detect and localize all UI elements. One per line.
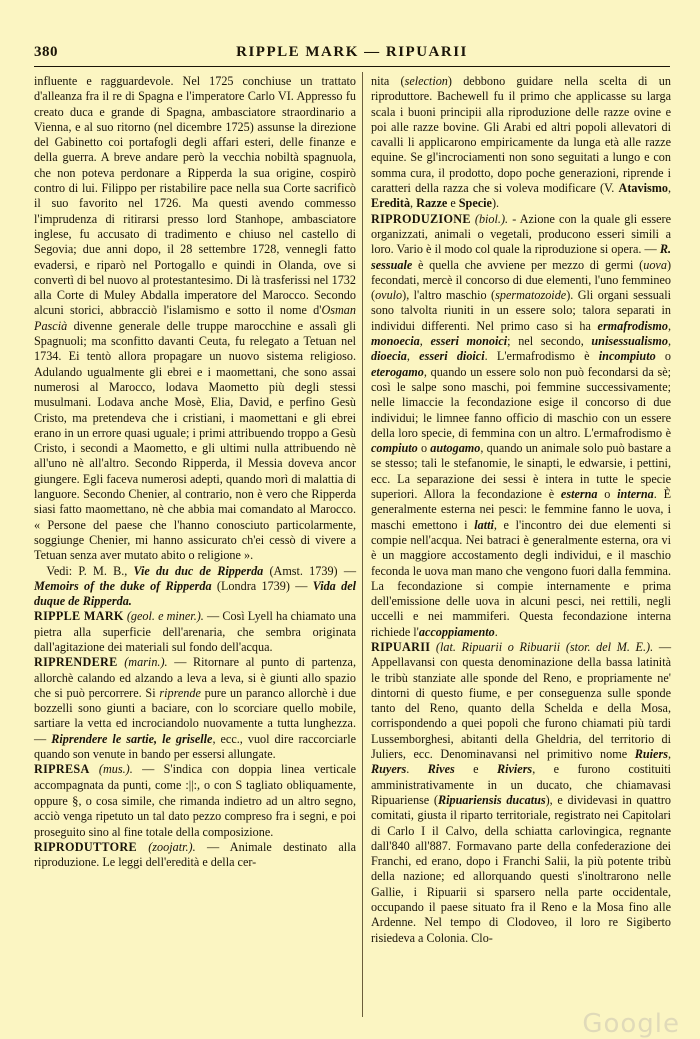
- entry-riproduzione: RIPRODUZIONE (biol.). - Azione con la quale gli essere organizzati, animali o vegetali, producono esseri simili a loro. Vario è il modo col quale la riproduzione si opera. — R. sessuale è quella che avviene per mezzo di germi (uova) fecondati, mercè il concorso di due elementi, l'uno femmineo (ovulo), l'altro maschio (spermatozoide). Gli organi sessuali sono talvolta riuniti in un essere solo; talora separati in individui differenti. Nel primo caso si ha ermafrodismo, monoecia, esseri monoici; nel secondo, unisessualismo, dioecia, esseri dioici. L'ermafrodismo è incompiuto o eterogamo, quando un essere solo non può fecondarsi da sè; così le salpe sono maschi, poi femmine successivamente; nelle limaccie la fecondazione esige il concorso di due individui; le limnee fanno officio di maschio con un essere della loro specie, di femmina con un altro. L'ermafrodismo è compiuto o autogamo, quando un animale solo può bastare a se stesso; tali le stefanomie, le sinapti, le edwarsie, i pettini, ecc. La separazione dei sessi è intera in tutte le specie superiori. Allora la fecondazione è esterna o interna. È generalmente esterna nei pesci: le femmine fanno le uova, i maschi emettono i latti, e l'incontro dei due elementi si compie nell'acqua. Nei batraci è generalmente esterna, ora vi è un maggiore accostamento degli individui, e il maschio feconda le uova man mano che vengono fuori dalla femmina. La fecondazione si compie internamente e prima dell'emissione delle uova in alcuni pesci, nei rettili, negli uccelli e nei mammiferi. Questa fecondazione interna richiede l'accoppiamento.: [371, 211, 672, 639]
- page-number: 380: [34, 44, 58, 60]
- ripperda-continuation: influente e ragguardevole. Nel 1725 conchiuse un trattato d'alleanza fra il re di Spagna e l'imperatore Carlo VI. Appresso fu creato duca e grande di Spagna, ambasciatore straordinario a Vienna, e al suo ritorno (nel dicembre 1725) assunse la direzione del Gabinetto coi portafogli degli affari esteri, delle finanze e della guerra. A breve andare però la vecchia nobiltà spagnuola, che non poteva perdonare a Ripperda la sua origine, cospirò contro di lui. Filippo per ristabilire pace nella sua Corte sacrificò il suo favorito nel 1726. Ma questi avendo commesso l'imprudenza di ritirarsi presso lord Stanhope, ambasciatore inglese, fu accusato di tradimento e chiuso nel castello di Segovia; due anni dopo, il 28 settembre 1728, vennegli fatto evadersi, e riparò nel Portogallo e quindi in Olanda, ove si convertì di bel nuovo al protestantesimo. Di là trasferissi nel 1732 alla Corte di Muley Abdalla imperatore del Marocco. Secondo alcuni storici, abbracciò l'islamismo e sotto il nome d'Osman Pascià divenne generale delle truppe marocchine e assalì gli Spagnuoli; ma sconfitto davanti Ceuta, fu relegato a Tetuan nel 1734. Ei tentò allora propagare un nuovo sistema religioso. Adulando ugualmente gli ebrei e i maomettani, che sono assai numerosi al Marocco, lodava Maometto più degli stessi musulmani. Lodava anche Mosè, Elia, David, e perfino Gesù Cristo, ma pretendeva che i cristiani, i maomettani e gli ebrei erano in un errore quasi uguale; i primi attribuendo troppo a Gesù Cristo, i secondi a Maometto, e gli ultimi nulla attribuendo nè all'uno nè all'altro. Secondo Ripperda, il Messia doveva ancor giungere. Egli faceva numerosi adepti, quando morì di malattia di languore. Secondo Chenier, al contrario, non è vero che Ripperda siasi fatto maomettano, nè che abbia mai comandato al Marocco. « Persone del paese che l'hanno conosciuto particolarmente, soggiunge Chenier, mi hanno assicurato ch'ei cessò di vivere a Tetuan senza aver mutato abito o religione ».: [34, 74, 356, 563]
- left-column: [34, 74, 356, 870]
- header-rule: [34, 66, 670, 67]
- riproduttore-continuation: nita (selection) debbono guidare nella scelta di un riproduttore. Bachewell fu il primo che applicasse su larga scala i buoni principii alla riproduzione delle razze ovine e poi alle razze bovine. Gli Arabi ed altri popoli allevatori di cavalli li applicarono empiricamente da lunga età alle razze equine. Se gl'incrociamenti non sono seguitati a lungo e con somma cura, il prodotto, dopo poche generazioni, riprende i caratteri della razza che si voleva modificare (V. Atavismo, Eredità, Razze e Specie).: [371, 74, 671, 211]
- headword: RIPRENDERE: [34, 655, 118, 670]
- column-divider: [362, 72, 363, 1017]
- headword: RIPPLE MARK: [34, 609, 124, 624]
- entry-riprendere: RIPRENDERE (marin.). — Ritornare al punto di partenza, allorchè calando ed alzando a leva a leva, si è giunti allo spazio che si può percorrere. Si riprende pure un paranco allorchè i due bozzelli sono giunti a baciare, con lo scorciare quello mobile, sartiare la vetta ed incrociandolo nuovamente a tutta lunghezza. — Riprendere le sartie, le griselle, ecc., vuol dire raccorciarle quando son venute in bando per essersi allungate.: [34, 655, 357, 762]
- ripperda-references: Vedi: P. M. B., Vie du duc de Ripperda (Amst. 1739) — Memoirs of the duke of Ripperda (Londra 1739) — Vida del duque de Ripperda.: [34, 563, 357, 609]
- entry-riproduttore: RIPRODUTTORE (zoojatr.). — Animale destinato alla riproduzione. Le leggi dell'eredità e della cer-: [34, 839, 356, 870]
- headword: RIPRODUTTORE: [34, 839, 137, 854]
- page-header: [34, 44, 670, 68]
- right-column: [371, 74, 671, 946]
- entry-ripuarii: RIPUARII (lat. Ripuarii o Ribuarii (stor. del M. E.). — Appellavansi con questa denominazione della bassa latinità le tribù stanziate alle sponde del Reno, e propriamente ne' dintorni di questo fiume, e per conseguenza sulle sponde tanto del Reno, quanto della Schelda e della Mosa, corrispondendo a quei popoli che furono chiamati più tardi Lussemborghesi, abitanti della Gheldria, del territorio di Juliers, ecc. Denominavansi nel primitivo nome Ruiers, Ruyers. Rives e Riviers, e furono costituiti amministrativamente in un ducato, che chiamavasi Ripuariense (Ripuariensis ducatus), e dividevasi in quattro comitati, giusta il riparto territoriale, registrato nei Capitolari di Carlo I il Calvo, della schiatta carlovingica, regnante dall'840 all'887. Formavano parte della confederazione dei Franchi, ed erano, dopo i Franchi Salii, la più potente tribù della nazione; ed allorquando questi s'inoltrarono nelle Gallie, i Ripuarii si sparsero nella parte occidentale, occupando il paese situato fra il Reno e la Mosa fino alle Ardenne. Nel tempo di Clodoveo, il loro re Sigiberto risiedeva a Colonia. Clo-: [371, 639, 672, 945]
- headword: RIPUARII: [371, 639, 431, 654]
- headword: RIPRESA: [34, 762, 90, 777]
- entry-ripple-mark: RIPPLE MARK (geol. e miner.). — Così Lyell ha chiamato una pietra alla superficie dell'arenaria, che sembra originata dall'agitazione dei materiali sul fondo dell'acqua.: [34, 609, 357, 654]
- scan-watermark: Google: [582, 1009, 680, 1039]
- running-title: RIPPLE MARK — RIPUARII: [236, 44, 468, 60]
- section-sign-symbol: §: [72, 792, 79, 808]
- headword: RIPRODUZIONE: [371, 211, 471, 226]
- entry-ripresa: RIPRESA (mus.). — S'indica con doppia linea verticale accompagnata da punti, come :||:, o con S tagliato obliquamente, oppure §, o cosa simile, che rimanda indietro ad un altro segno, acciò venga ripetuto un tal dato pezzo compreso fra i segni, e poi proseguito sino al fine totale della composizione.: [34, 762, 357, 839]
